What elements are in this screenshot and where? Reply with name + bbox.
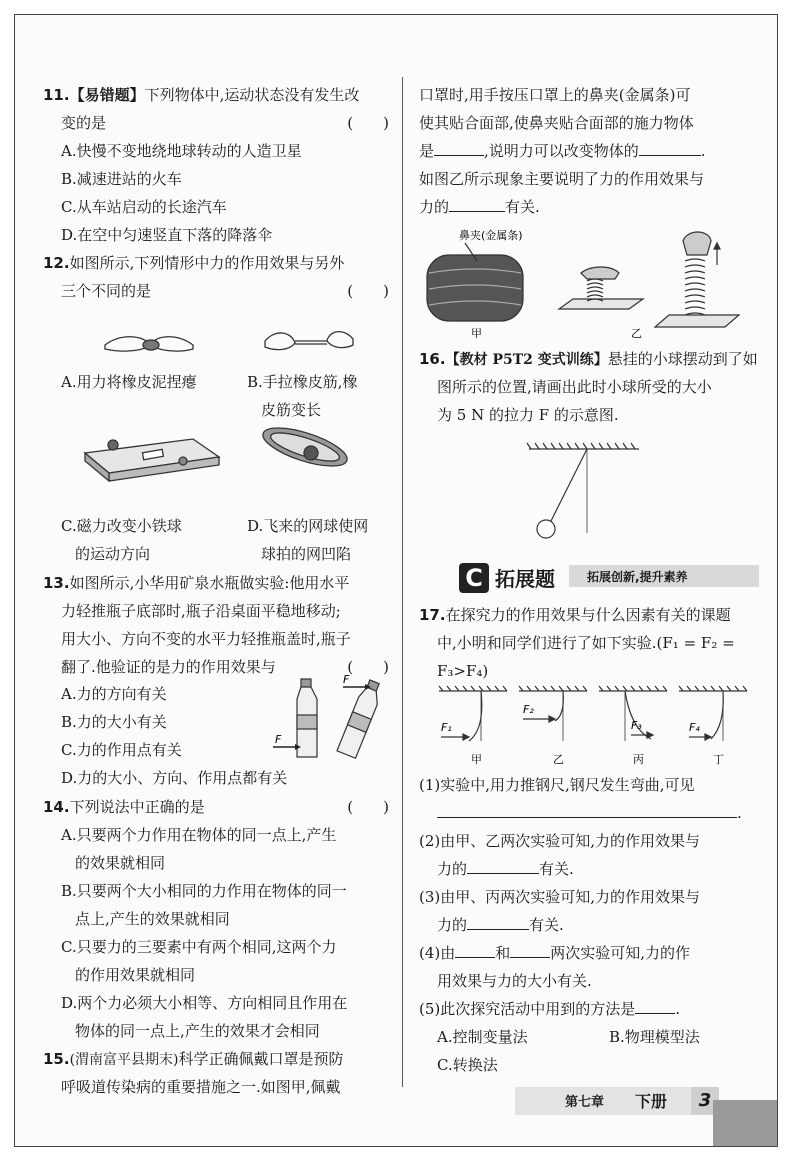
question-15-continued [419, 81, 759, 345]
footer-chapter: 第七章 [565, 1095, 605, 1110]
q12-option-d-line1: D.飞来的网球使网 [247, 517, 369, 535]
q17-blank-6[interactable] [635, 997, 675, 1014]
q16-stem-2: 图所示的位置,请画出此时小球所受的大小 [437, 378, 712, 396]
pendulum-diagram[interactable] [419, 429, 759, 553]
q17-blank-3[interactable] [467, 913, 529, 930]
q15-source: (渭南富平县期末) [69, 1052, 179, 1068]
banner-subtitle: 拓展创新,提升素养 [587, 570, 688, 584]
q12-figures [43, 305, 393, 569]
squeeze-clay-icon [105, 337, 193, 351]
q17-stem-2: 中,小明和同学们进行了如下实验.(F₁ = F₂ = [437, 634, 735, 652]
q14-option-a-2: 的效果就相同 [75, 854, 166, 872]
q16-stem-3: 为 5 N 的拉力 F 的示意图. [437, 406, 619, 424]
pendulum-string [550, 449, 587, 523]
q12-option-a: A.用力将橡皮泥捏瘪 [61, 373, 197, 391]
q14-stem: 下列说法中正确的是 [69, 798, 205, 816]
footer-volume: 下册 [635, 1092, 668, 1111]
q17-part-4b: 和 [495, 944, 511, 962]
question-15-start [43, 1045, 393, 1101]
ruler-label-bing: 丙 [633, 753, 644, 766]
q13-option-a: A.力的方向有关 [61, 685, 167, 703]
question-12 [43, 249, 393, 569]
q17-part-2b: 力的 [437, 860, 468, 878]
force-label-f2: F₂ [523, 703, 534, 716]
q13-stem-1: 如图所示,小华用矿泉水瓶做实验:他用水平 [69, 574, 350, 592]
q13-stem-3: 用大小、方向不变的水平力轻推瓶盖时,瓶子 [61, 630, 351, 648]
figure-yi-label: 乙 [631, 327, 642, 340]
ruler-label-yi: 乙 [553, 753, 564, 766]
question-11 [43, 81, 393, 249]
q15-figure [419, 221, 759, 345]
q17-part-5: (5)此次探究活动中用到的方法是 [419, 1000, 636, 1018]
banner-letter: C [459, 563, 489, 593]
workbook-page [14, 14, 778, 1147]
tennis-racket-icon [259, 420, 351, 474]
footer-bar [515, 1087, 715, 1115]
q12-number: 12. [43, 254, 70, 272]
force-label-f1: F₁ [441, 721, 452, 734]
ceiling-icon [527, 443, 639, 449]
q14-option-b-1: B.只要两个大小相同的力作用在物体的同一 [61, 882, 347, 900]
q14-option-b-2: 点上,产生的效果就相同 [75, 910, 230, 928]
q14-number: 14. [43, 798, 70, 816]
q11-tag: 【易错题】 [69, 86, 145, 104]
question-16 [419, 345, 759, 553]
q11-option-d: D.在空中匀速竖直下落的降落伞 [61, 226, 273, 244]
q15-line-3b: ,说明力可以改变物体的 [484, 142, 639, 160]
bottle-experiment-diagram [255, 675, 387, 767]
stretched-spring-icon [655, 232, 739, 327]
q17-part-1: (1)实验中,用力推钢尺,钢尺发生弯曲,可见 [419, 776, 695, 794]
force-label-f3: F₃ [631, 719, 642, 732]
q11-option-c: C.从车站启动的长途汽车 [61, 198, 227, 216]
q15-line-3c: . [700, 142, 706, 160]
q13-stem-2: 力轻推瓶子底部时,瓶子沿桌面平稳地移动; [61, 602, 341, 620]
pendulum-ball-icon [537, 520, 555, 538]
q17-option-b: B.物理模型法 [609, 1028, 700, 1046]
force-label-f4: F₄ [689, 721, 700, 734]
bottom-force-label: F [275, 733, 282, 746]
q15-line-2: 使其贴合面部,使鼻夹贴合面部的施力物体 [419, 114, 694, 132]
page-corner-shade [713, 1100, 777, 1146]
q14-answer-paren: ( ) [347, 798, 389, 816]
q15-line-3a: 是 [419, 142, 435, 160]
q17-stem-1: 在探究力的作用效果与什么因素有关的课题 [445, 606, 731, 624]
steel-ruler-diagram [419, 685, 759, 771]
q17-blank-1[interactable] [437, 801, 737, 818]
magnet-tray-icon [85, 439, 219, 481]
q17-part-2a: (2)由甲、乙两次实验可知,力的作用效果与 [419, 832, 701, 850]
q11-stem-1: 下列物体中,运动状态没有发生改 [144, 86, 360, 104]
q12-option-b-line1: B.手拉橡皮筋,橡 [247, 373, 358, 391]
q12-option-c-line2: 的运动方向 [75, 545, 151, 563]
q16-stem-1: 悬挂的小球摆动到了如 [607, 350, 758, 368]
tilted-bottle-icon [337, 678, 385, 758]
q17-figure [419, 685, 759, 771]
cap-force-label: F [343, 675, 350, 686]
q17-part-3c: 有关. [529, 916, 564, 934]
q17-part-4a: (4)由 [419, 944, 456, 962]
page-number: 3 [691, 1087, 719, 1115]
q15-line-5a: 力的 [419, 198, 450, 216]
q11-answer-paren: ( ) [347, 114, 389, 132]
q13-stem-4: 翻了.他验证的是力的作用效果与 [61, 658, 276, 676]
question-17 [419, 601, 759, 1079]
question-13 [43, 569, 393, 793]
q12-stem-2: 三个不同的是 [61, 282, 152, 300]
q17-blank-4[interactable] [455, 941, 495, 958]
q17-part-4d: 用效果与力的大小有关. [437, 972, 592, 990]
q17-option-a: A.控制变量法 [437, 1028, 528, 1046]
mask-spring-illustration [419, 221, 759, 345]
nose-clip-label: 鼻夹(金属条) [459, 229, 523, 242]
q17-part-3a: (3)由甲、丙两次实验可知,力的作用效果与 [419, 888, 701, 906]
q17-stem-3: F₃>F₄) [437, 662, 489, 680]
q11-stem-2: 变的是 [61, 114, 107, 132]
q14-option-c-2: 的作用效果就相同 [75, 966, 196, 984]
q14-option-a-1: A.只要两个力作用在物体的同一点上,产生 [61, 826, 337, 844]
left-column [43, 81, 393, 1101]
q12-option-c-line1: C.磁力改变小铁球 [61, 517, 182, 535]
ruler-bing-icon [599, 686, 667, 741]
column-divider [402, 77, 403, 1087]
q12-stem-1: 如图所示,下列情形中力的作用效果与另外 [69, 254, 345, 272]
q17-part-5-end: . [675, 1000, 681, 1018]
q17-part-3b: 力的 [437, 916, 468, 934]
q13-body [43, 675, 393, 793]
q17-part-1-end: . [737, 804, 742, 822]
q12-option-d-line2: 球拍的网凹陷 [261, 545, 352, 563]
q15-line-1: 口罩时,用手按压口罩上的鼻夹(金属条)可 [419, 86, 691, 104]
q11-option-b: B.减速进站的火车 [61, 170, 182, 188]
ruler-label-ding: 丁 [713, 753, 724, 766]
q11-option-a: A.快慢不变地绕地球转动的人造卫星 [61, 142, 302, 160]
q17-option-c: C.转换法 [437, 1056, 498, 1074]
q13-option-c: C.力的作用点有关 [61, 741, 182, 759]
question-14 [43, 793, 393, 1045]
q13-option-b: B.力的大小有关 [61, 713, 167, 731]
compressed-spring-icon [559, 267, 643, 309]
q15-line-4: 如图乙所示现象主要说明了力的作用效果与 [419, 170, 705, 188]
q17-part-2c: 有关. [539, 860, 574, 878]
q12-option-b-line2: 皮筋变长 [261, 401, 322, 419]
q14-option-c-1: C.只要力的三要素中有两个相同,这两个力 [61, 938, 337, 956]
q16-number: 16. [419, 350, 446, 368]
q15-blank-1[interactable] [434, 139, 484, 156]
face-mask-icon [427, 243, 523, 321]
q15-number: 15. [43, 1050, 70, 1068]
q17-number: 17. [419, 606, 446, 624]
q12-answer-paren: ( ) [347, 282, 389, 300]
q16-tag: 【教材 P5T2 变式训练】 [445, 352, 608, 368]
q15-blank-2[interactable] [639, 139, 701, 156]
upright-bottle-icon [297, 679, 317, 757]
right-column [419, 81, 759, 1079]
q14-option-d-2: 物体的同一点上,产生的效果才会相同 [75, 1022, 320, 1040]
q15-stem-1: 科学正确佩戴口罩是预防 [178, 1050, 344, 1068]
q17-blank-2[interactable] [467, 857, 539, 874]
q15-line-5b: 有关. [505, 198, 540, 216]
banner-title: 拓展题 [495, 567, 555, 591]
q15-blank-3[interactable] [449, 195, 505, 212]
q13-number: 13. [43, 574, 70, 592]
q16-figure [419, 429, 759, 553]
ruler-label-jia: 甲 [471, 753, 482, 766]
q15-stem-2: 呼吸道传染病的重要措施之一.如图甲,佩戴 [61, 1078, 341, 1096]
q13-option-d: D.力的大小、方向、作用点都有关 [61, 769, 288, 787]
stretch-band-icon [265, 332, 353, 350]
q17-part-4c: 两次实验可知,力的作 [550, 944, 691, 962]
figure-jia-label: 甲 [471, 327, 482, 340]
extension-section-banner [419, 559, 759, 595]
q17-blank-5[interactable] [510, 941, 550, 958]
q14-option-d-1: D.两个力必须大小相等、方向相同且作用在 [61, 994, 348, 1012]
q11-number: 11. [43, 86, 70, 104]
q13-answer-paren: ( ) [347, 658, 389, 676]
